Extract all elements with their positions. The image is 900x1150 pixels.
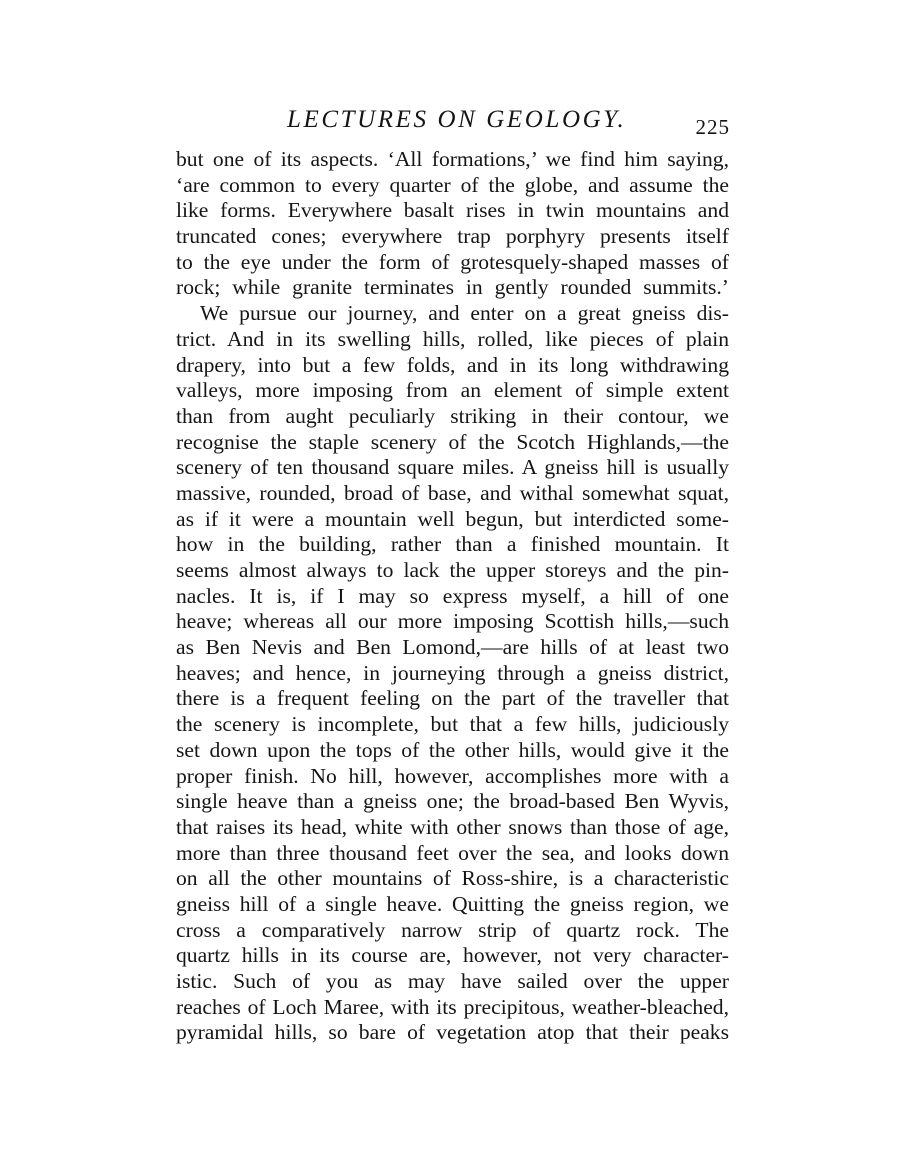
text-line: heave; whereas all our more imposing Scottish hills,—such bbox=[176, 609, 729, 634]
text-line: valleys, more imposing from an element of simple extent bbox=[176, 378, 729, 403]
text-line: on all the other mountains of Ross-shire, is a characteristic bbox=[176, 866, 729, 891]
running-head bbox=[175, 106, 730, 138]
text-line: single heave than a gneiss one; the broad-based Ben Wyvis, bbox=[176, 789, 729, 814]
text-line: reaches of Loch Maree, with its precipitous, weather-bleached, bbox=[176, 994, 729, 1019]
text-line: than from aught peculiarly striking in their contour, we bbox=[176, 403, 729, 428]
text-line: trict. And in its swelling hills, rolled, like pieces of plain bbox=[176, 326, 729, 351]
text-line: more than three thousand feet over the sea, and looks down bbox=[176, 840, 729, 865]
page-number: 225 bbox=[695, 115, 730, 139]
text-line: ‘are common to every quarter of the globe, and assume the bbox=[176, 172, 729, 197]
running-title: LECTURES ON GEOLOGY. bbox=[287, 106, 627, 133]
text-line: quartz hills in its course are, however, not very character- bbox=[176, 943, 729, 968]
text-line: to the eye under the form of grotesquely-shaped masses of bbox=[176, 249, 729, 274]
text-line: rock; while granite terminates in gently rounded summits.’ bbox=[176, 275, 729, 300]
text-line: gneiss hill of a single heave. Quitting the gneiss region, we bbox=[176, 891, 729, 916]
text-line: there is a frequent feeling on the part of the traveller that bbox=[176, 686, 729, 711]
text-line: like forms. Everywhere basalt rises in twin mountains and bbox=[176, 198, 729, 223]
text-line: proper finish. No hill, however, accomplishes more with a bbox=[176, 763, 729, 788]
text-line: but one of its aspects. ‘All formations,’ we find him saying, bbox=[176, 147, 729, 171]
text-line: massive, rounded, broad of base, and withal somewhat squat, bbox=[176, 480, 729, 505]
text-line: pyramidal hills, so bare of vegetation atop that their peaks bbox=[176, 1020, 729, 1045]
text-line: as if it were a mountain well begun, but interdicted some- bbox=[176, 506, 729, 531]
text-line: heaves; and hence, in journeying through a gneiss district, bbox=[176, 660, 729, 685]
text-line: set down upon the tops of the other hills, would give it the bbox=[176, 737, 729, 762]
text-line: the scenery is incomplete, but that a few hills, judiciously bbox=[176, 712, 729, 737]
text-line: how in the building, rather than a finished mountain. It bbox=[176, 532, 729, 557]
text-line: drapery, into but a few folds, and in its long withdrawing bbox=[176, 352, 729, 377]
text-line: We pursue our journey, and enter on a great gneiss dis- bbox=[200, 301, 729, 326]
text-line: cross a comparatively narrow strip of quartz rock. The bbox=[176, 917, 729, 942]
text-line: nacles. It is, if I may so express myself, a hill of one bbox=[176, 583, 729, 608]
body-text bbox=[176, 147, 729, 1046]
text-line: truncated cones; everywhere trap porphyry presents itself bbox=[176, 224, 729, 249]
text-line: scenery of ten thousand square miles. A gneiss hill is usually bbox=[176, 455, 729, 480]
text-line: istic. Such of you as may have sailed over the upper bbox=[176, 969, 729, 993]
text-line: that raises its head, white with other snows than those of age, bbox=[176, 814, 729, 839]
text-line: recognise the staple scenery of the Scotch Highlands,—the bbox=[176, 429, 729, 454]
text-line: as Ben Nevis and Ben Lomond,—are hills of at least two bbox=[176, 635, 729, 660]
text-line: seems almost always to lack the upper storeys and the pin- bbox=[176, 558, 729, 582]
